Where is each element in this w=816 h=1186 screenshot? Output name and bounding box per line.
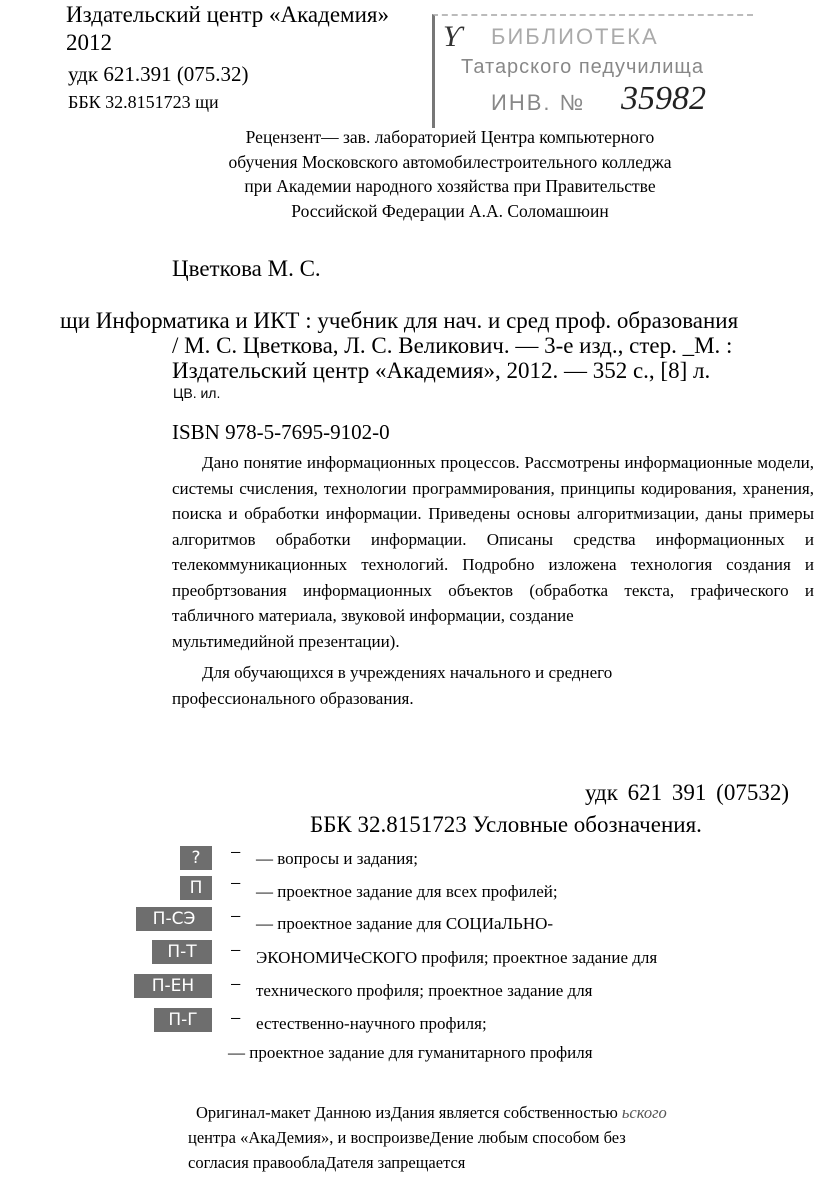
publisher-name: Издательский центр «Академия» bbox=[66, 2, 389, 27]
copyright-line: центра «АкаДемия», и воспроизвеДение любым способом без bbox=[188, 1128, 626, 1147]
copyright-faded-text: ьского bbox=[621, 1103, 667, 1122]
bibliographic-description bbox=[60, 308, 738, 403]
footer-udk: удк 621 391 (07532) bbox=[585, 780, 789, 805]
legend-dash: − bbox=[230, 906, 242, 928]
legend-text: — проектное задание для СОЦИаЛЬНО- bbox=[256, 914, 554, 933]
publication-year: 2012 bbox=[66, 30, 112, 55]
reviewer-block bbox=[150, 125, 750, 223]
legend-text: ЭКОНОМИЧеСКОГО профиля; проектное задание для bbox=[256, 948, 658, 967]
footer-bbk-title: ББК 32.8151723 Условные обозначения. bbox=[310, 812, 702, 837]
bib-line: / М. С. Цветкова, Л. С. Великович. — 3-е изд., стер. _М. : bbox=[172, 333, 733, 358]
project-science-badge: П-ЕН bbox=[134, 974, 212, 998]
copyright-line bbox=[188, 1100, 716, 1125]
question-badge: ? bbox=[180, 846, 212, 870]
legend-text: технического профиля; проектное задание для bbox=[256, 981, 593, 1000]
annotation-paragraph: Дано понятие информационных процессов. Рассмотрены информационные модели, системы счисления, технологии программирования, принципы кодирования, хранения, поиска и обработки информации. Приведены основы алгоритмизации, даны примеры алгоритмов обработки информации. Описаны средства информационных и телекоммуникационных технологий. Подробно изложена технология создания и преобртзования информационных объектов (обработка текста, графического и табличного материала, звуковой информации, создание bbox=[172, 453, 814, 625]
author-name: Цветкова М. С. bbox=[172, 256, 321, 281]
project-humanities-badge: П-Г bbox=[154, 1008, 212, 1032]
copyright-notice bbox=[188, 1100, 716, 1175]
stamp-library-label: БИБЛИОТЕКА bbox=[491, 24, 659, 49]
stamp-inventory-number: 35982 bbox=[621, 80, 706, 117]
legend-dash: − bbox=[230, 974, 242, 996]
project-badge: П bbox=[180, 876, 212, 900]
annotation-audience-end: профессионального образования. bbox=[172, 688, 414, 708]
legend-dash: − bbox=[230, 842, 242, 864]
bib-line: ЦВ. ил. bbox=[173, 385, 221, 401]
annotation-paragraph-end: мультимедийной презентации). bbox=[172, 631, 400, 651]
isbn: ISBN 978-5-7695-9102-0 bbox=[172, 420, 390, 444]
legend-dash: − bbox=[230, 940, 242, 962]
bbk-code: ББК 32.8151723 щи bbox=[68, 92, 219, 112]
legend-text: — проектное задание для всех профилей; bbox=[256, 882, 558, 901]
udk-code: удк 621.391 (075.32) bbox=[68, 62, 249, 86]
legend-text: естественно-научного профиля; bbox=[256, 1014, 487, 1033]
bib-line: Издательский центр «Академия», 2012. — 352 с., [8] л. bbox=[172, 358, 711, 383]
annotation-audience: Для обучающихся в учреждениях начального и среднего bbox=[202, 663, 613, 682]
stamp-inventory-label: ИНВ. № bbox=[491, 90, 586, 115]
reviewer-line: обучения Московского автомобилестроительного колледжа bbox=[228, 151, 672, 172]
reviewer-line: Рецензент— зав. лабораторией Центра компьютерного bbox=[245, 127, 655, 147]
annotation bbox=[172, 450, 814, 711]
legend-dash: − bbox=[230, 1008, 242, 1030]
library-stamp bbox=[432, 14, 753, 128]
stamp-institution: Татарского педучилища bbox=[461, 56, 705, 78]
copyright-line: согласия правооблаДателя запрещается bbox=[188, 1153, 466, 1172]
project-technical-badge: П-Т bbox=[152, 940, 212, 964]
stamp-mark: Ƴ bbox=[443, 20, 461, 53]
legend-dash: − bbox=[230, 873, 242, 895]
legend-text: — проектное задание для гуманитарного профиля bbox=[228, 1043, 593, 1062]
legend-text: — вопросы и задания; bbox=[256, 849, 418, 868]
reviewer-line: при Академии народного хозяйства при Правительстве bbox=[244, 176, 656, 196]
symbols-legend bbox=[0, 842, 816, 1062]
reviewer-line: Российской Федерации А.А. Соломашюин bbox=[291, 200, 609, 221]
copyright-text: Оригинал-макет Данною изДания является собственностью bbox=[196, 1103, 618, 1122]
project-social-badge: П-СЭ bbox=[136, 907, 212, 931]
bib-line: щи Информатика и ИКТ : учебник для нач. и сред проф. образования bbox=[60, 308, 739, 333]
